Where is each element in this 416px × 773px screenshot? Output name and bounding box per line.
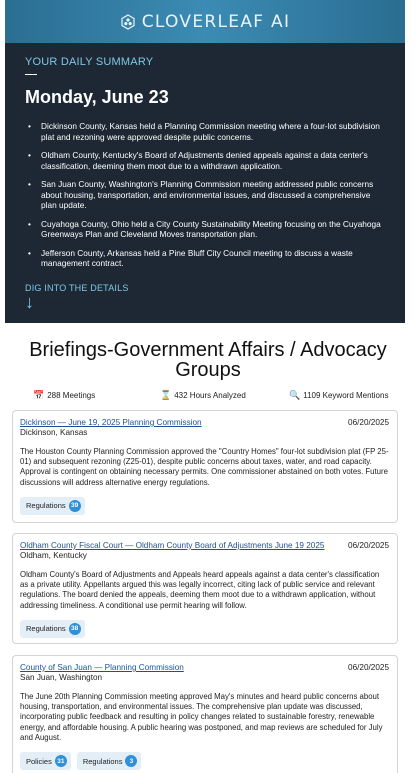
stat-keywords bbox=[289, 390, 388, 401]
bullet-dot: • bbox=[28, 247, 31, 258]
briefing-date: 06/20/2025 bbox=[348, 541, 389, 550]
stat-meetings bbox=[33, 390, 95, 401]
briefing-location: San Juan, Washington bbox=[20, 673, 103, 682]
magnifier-icon: 🔍 bbox=[289, 390, 301, 400]
count-badge: 38 bbox=[69, 623, 81, 635]
summary-list bbox=[25, 121, 385, 269]
tag-label: Regulations bbox=[82, 756, 123, 766]
stats-bar bbox=[0, 390, 416, 404]
summary-item-text: Oldham County, Kentucky's Board of Adjustments denied appeals against a data center's classification, deeming them moot due to a withdrawn application. bbox=[41, 150, 368, 171]
briefing-date: 06/20/2025 bbox=[348, 663, 389, 672]
tag-list bbox=[20, 752, 389, 770]
daily-summary-panel bbox=[5, 0, 405, 323]
summary-item bbox=[25, 179, 385, 211]
briefing-location: Oldham, Kentucky bbox=[20, 551, 87, 560]
dig-into-details-link[interactable]: DIG INTO THE DETAILS bbox=[25, 282, 129, 293]
bullet-dot: • bbox=[28, 179, 31, 189]
tag-list bbox=[20, 497, 389, 515]
briefing-title-link[interactable]: County of San Juan — Planning Commission bbox=[20, 663, 184, 672]
briefing-summary: The June 20th Planning Commission meeting approved May's minutes and heard public concerns about housing, transportation, and environmental issues. The comprehensive plan update was discussed, incorporating public feedback and resulting in policy changes related to sustainable forestry, renewable energy, and affordable housing. A public hearing was postponed, and map reviews are scheduled for July and August. bbox=[20, 692, 383, 742]
tag-regulations[interactable] bbox=[77, 752, 142, 770]
calendar-icon: 📅 bbox=[33, 390, 45, 400]
bullet-dot: • bbox=[28, 121, 31, 131]
briefing-location: Dickinson, Kansas bbox=[20, 428, 88, 437]
brand-banner bbox=[5, 0, 405, 43]
briefing-summary: Oldham County's Board of Adjustments and Appeals heard appeals against a data center's classification as a private utility. Appellants argued this was legally incorrect, citing lack of public service and relevant regulations. The board denied the appeals, deeming them moot due to a withdrawn application, without addressing timeliness. A conditional use permit hearing will follow. bbox=[20, 570, 380, 610]
briefing-card bbox=[12, 533, 398, 644]
tag-label: Policies bbox=[26, 756, 52, 766]
summary-item bbox=[25, 150, 385, 171]
count-badge: 3 bbox=[125, 755, 137, 767]
tag-regulations[interactable] bbox=[20, 497, 85, 515]
briefing-card bbox=[12, 410, 398, 523]
summary-item bbox=[25, 121, 385, 142]
stat-meetings-label: 288 Meetings bbox=[47, 391, 96, 400]
page-title: Briefings-Government Affairs / Advocacy Groups bbox=[29, 339, 387, 381]
brand-logo bbox=[120, 12, 291, 32]
summary-divider bbox=[25, 74, 37, 75]
summary-date: Monday, June 23 bbox=[25, 87, 169, 107]
tag-label: Regulations bbox=[26, 624, 66, 634]
brand-name: CLOVERLEAF AI bbox=[141, 11, 291, 32]
summary-item-text: Dickinson County, Kansas held a Planning Commission meeting where a four-lot subdivision plat and rezoning were approved despite public concerns. bbox=[41, 121, 380, 142]
tag-regulations[interactable] bbox=[20, 620, 85, 638]
stat-hours-label: 432 Hours Analyzed bbox=[174, 391, 246, 400]
tag-list bbox=[20, 620, 389, 638]
tag-label: Regulations bbox=[26, 501, 66, 511]
cloverleaf-logo-icon bbox=[120, 14, 136, 30]
tag-policies[interactable] bbox=[20, 752, 71, 770]
summary-item-text: San Juan County, Washington's Planning Commission meeting addressed public concerns about housing, transportation, and environmental issues, and discussed a comprehensive plan update. bbox=[41, 179, 374, 210]
hourglass-icon: ⌛ bbox=[160, 390, 172, 400]
summary-label: YOUR DAILY SUMMARY bbox=[25, 56, 154, 68]
stat-keywords-label: 1109 Keyword Mentions bbox=[303, 391, 389, 400]
count-badge: 31 bbox=[55, 755, 67, 767]
down-arrow-icon[interactable]: ↓ bbox=[25, 291, 34, 312]
count-badge: 39 bbox=[69, 500, 81, 512]
briefing-title-link[interactable]: Oldham County Fiscal Court — Oldham County Board of Adjustments June 19 2025 bbox=[20, 541, 325, 550]
stat-hours bbox=[160, 390, 246, 401]
bullet-dot: • bbox=[28, 218, 31, 229]
briefing-summary: The Houston County Planning Commission approved the "Country Homes" four-lot subdivision plat (FP 25-01) and subsequent rezoning (Z25-01), despite public concerns about taxes, water, and road capacity. Approval is contingent on obtaining necessary permits. One commissioner abstained on both votes. Future discussions will address alternative energy regulations. bbox=[20, 447, 389, 487]
briefing-title-link[interactable]: Dickinson — June 19, 2025 Planning Commission bbox=[20, 418, 202, 427]
bullet-dot: • bbox=[28, 150, 31, 160]
briefing-card bbox=[12, 655, 398, 773]
summary-item bbox=[25, 219, 385, 240]
summary-item-text: Cuyahoga County, Ohio held a City County Sustainability Meeting focusing on the Cuyahoga Greenways Plan and Cleveland Moves transportation plan. bbox=[41, 218, 381, 239]
briefing-date: 06/20/2025 bbox=[348, 418, 389, 427]
summary-item-text: Jefferson County, Arkansas held a Pine Bluff City Council meeting to discuss a waste management contract. bbox=[41, 247, 353, 268]
summary-item bbox=[25, 248, 385, 269]
